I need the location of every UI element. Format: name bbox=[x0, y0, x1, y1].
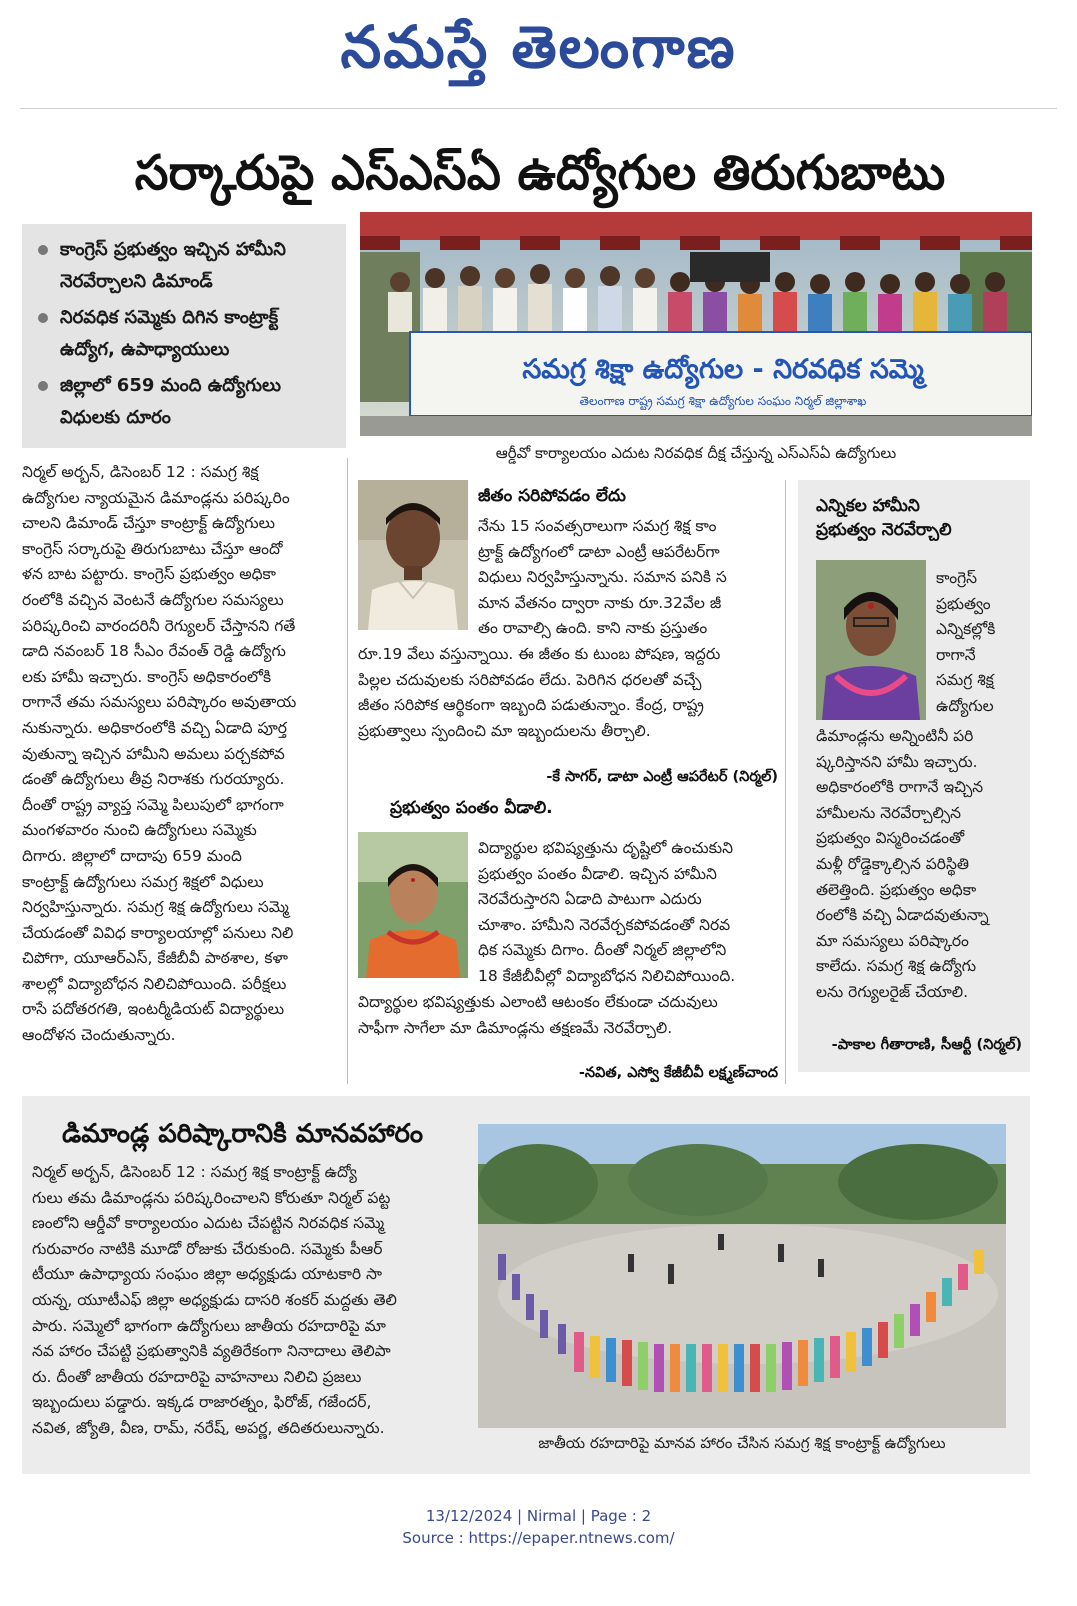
highlight-item: కాంగ్రెస్ ప్రభుత్వం ఇచ్చిన హామీని నెరవేర్చాలని డిమాండ్ bbox=[38, 234, 338, 298]
quote1-body-top: నేను 15 సంవత్సరాలుగా సమగ్ర శిక్ష కాం ట్రాక్ట్ ఉద్యోగంలో డాటా ఎంట్రీ ఆపరేటర్‌గా విధులు నిర్వహిస్తున్నాను. సమాన పనికి స మాన వేతనం ద్వారా నాకు రూ.32వేల జీ తం రావాల్సి ఉంది. కాని నాకు ప్రస్తుతం bbox=[478, 517, 727, 638]
sidebar-quote bbox=[798, 480, 1030, 1072]
bullet-icon bbox=[38, 245, 48, 255]
portrait-geetharani bbox=[816, 560, 926, 720]
second-article-body: నిర్మల్ అర్బన్, డిసెంబర్ 12 : సమగ్ర శిక్ష కాంట్రాక్ట్ ఉద్యో గులు తమ డిమాండ్లను పరిష్కరించాలని కోరుతూ నిర్మల్ పట్ట ణంలోని ఆర్డీవో కార్యాలయం ఎదుట చేపట్టిన నిరవధిక సమ్మె గురువారం నాటికి మూడో రోజుకు చేరుకుంది. సమ్మెకు పీఆర్ టీయూ ఉపాధ్యాయ సంఘం జిల్లా అధ్యక్షుడు యాటకారి సా యన్న, యూటీఎఫ్ జిల్లా అధ్యక్షుడు దాసరి శంకర్ మద్దతు తెలి పారు. సమ్మెలో భాగంగా ఉద్యోగులు జాతీయ రహదారిపై మా నవ హారం చేపట్టి ప్రభుత్వానికి వ్యతిరేకంగా నినాదాలు తెలిపా రు. దీంతో జాతీయ రహదారిపై వాహనాలు నిలిచి ప్రజలు ఇబ్బందులు పడ్డారు. ఇక్కడ రాజారత్నం, ఫిరోజ్, గజేందర్, నవిత, జ్యోతి, వీణ, రామ్, నరేష్, అపర్ణ, తదితరులున్నారు. bbox=[32, 1163, 397, 1437]
human-chain-photo bbox=[478, 1124, 1006, 1428]
portrait-illustration bbox=[816, 560, 926, 720]
highlight-item: జిల్లాలో 659 మంది ఉద్యోగులు విధులకు దూరం bbox=[38, 370, 338, 434]
portrait-illustration bbox=[358, 832, 468, 978]
protest-photo bbox=[360, 212, 1032, 436]
column-divider bbox=[785, 480, 786, 1084]
quote2-body-bottom: విద్యార్థుల భవిష్యత్తుకు ఎలాంటి ఆటంకం లేకుండా చదువులు సాఫీగా సాగేలా మా డిమాండ్లను తక్షణమే నెరవేర్చాలి. bbox=[358, 993, 718, 1037]
main-article-body: నిర్మల్ అర్బన్, డిసెంబర్ 12 : సమగ్ర శిక్ష ఉద్యోగుల న్యాయమైన డిమాండ్లను పరిష్కరిం చాలని డిమాండ్ చేస్తూ కాంట్రాక్ట్ ఉద్యోగులు కాంగ్రెస్ సర్కారుపై తిరుగుబాటు చేస్తూ ఆందో ళన బాట పట్టారు. కాంగ్రెస్ ప్రభుత్వం అధికా రంలోకి వచ్చిన వెంటనే ఉద్యోగుల సమస్యలు పరిష్కరించి వారందరినీ రెగ్యులర్ చేస్తానని గతే డాది నవంబర్ 18 సీఎం రేవంత్ రెడ్డి ఉద్యోగు లకు హామీ ఇచ్చారు. కాంగ్రెస్ అధికారంలోకి రాగానే తమ సమస్యలు పరిష్కారం అవుతాయ నుకున్నారు. అధికారంలోకి వచ్చి ఏడాది పూర్త వుతున్నా ఇచ్చిన హామీని అమలు పర్చకపోవ డంతో ఉద్యోగులు తీవ్ర నిరాశకు గురయ్యారు. దీంతో రాష్ట్ర వ్యాప్త సమ్మె పిలుపులో భాగంగా మంగళవారం నుంచి ఉద్యోగులు సమ్మెకు దిగారు. జిల్లాలో దాదాపు 659 మంది కాంట్రాక్ట్ ఉద్యోగులు సమగ్ర శిక్షలో విధులు నిర్వహిస్తున్నారు. సమగ్ర శిక్ష ఉద్యోగులు సమ్మె చేయడంతో వివిధ కార్యాలయాల్లో పనులు నిలి చిపోగా, యూఆర్ఎస్, కేజీబీవీ పాఠశాల, కళా శాలల్లో విద్యాబోధన నిలిచిపోయింది. పరీక్షలు రాసే పదోతరగతి, ఇంటర్మీడియట్ విద్యార్థులు ఆందోళన చెందుతున్నారు. bbox=[22, 463, 297, 1045]
quote2-body-top: విద్యార్థుల భవిష్యత్తును దృష్టిలో ఉంచుకుని ప్రభుత్వం పంతం వీడాలి. ఇచ్చిన హామీని నెరవేరుస్తారని ఏడాది పాటుగా ఎదురు చూశాం. హామీని నెరవేర్చకపోవడంతో నిరవ ధిక సమ్మెకు దిగాం. దీంతో నిర్మల్ జిల్లాలోని 18 కేజీబీవీల్లో విద్యాబోధన నిలిచిపోయింది. bbox=[478, 839, 736, 985]
banner-subtitle: తెలంగాణ రాష్ట్ర సమగ్ర శిక్షా ఉద్యోగుల సంఘం నిర్మల్ జిల్లాశాఖ bbox=[579, 394, 867, 408]
portrait-illustration bbox=[358, 480, 468, 630]
quote3-body: డిమాండ్లను అన్నింటినీ పరి ష్కరిస్తానని హామీ ఇచ్చారు. అధికారంలోకి రాగానే ఇచ్చిన హామీలను నెరవేర్చాల్సిన ప్రభుత్వం విస్మరించడంతో మళ్లీ రోడ్డెక్కాల్సిన పరిస్థితి తలెత్తింది. ప్రభుత్వం అధికా రంలోకి వచ్చి ఏడాదవుతున్నా మా సమస్యలు పరిష్కారం కాలేదు. సమగ్ర శిక్ష ఉద్యోగు లను రెగ్యులరైజ్ చేయాలి. bbox=[816, 727, 989, 1001]
quote1-title: జీతం సరిపోవడం లేదు bbox=[478, 486, 626, 506]
portrait-sagar bbox=[358, 480, 468, 630]
quote3-side-text: కాంగ్రెస్ ప్రభుత్వం ఎన్నికల్లోకి రాగానే సమగ్ర శిక్ష ఉద్యోగుల bbox=[936, 569, 996, 715]
protest-photo-caption: ఆర్డీవో కార్యాలయం ఎదుట నిరవధిక దీక్ష చేస్తున్న ఎస్ఎస్ఏ ఉద్యోగులు bbox=[495, 444, 897, 462]
footer-source[interactable]: Source : https://epaper.ntnews.com/ bbox=[402, 1529, 675, 1547]
highlight-item: నిరవధిక సమ్మెకు దిగిన కాంట్రాక్ట్ ఉద్యోగ, ఉపాధ్యాయులు bbox=[38, 302, 338, 366]
human-chain-caption: జాతీయ రహదారిపై మానవ హారం చేసిన సమగ్ర శిక్ష కాంట్రాక్ట్ ఉద్యోగులు bbox=[538, 1434, 946, 1452]
quote2-byline: -నవిత, ఎస్వో కేజీబీవీ లక్ష్మణ్‌చాంద bbox=[578, 1065, 778, 1081]
banner-title: సమగ్ర శిక్షా ఉద్యోగుల - నిరవధిక సమ్మె bbox=[522, 354, 924, 385]
article-headline: సర్కారుపై ఎస్ఎస్ఏ ఉద్యోగుల తిరుగుబాటు bbox=[134, 145, 946, 201]
newspaper-masthead: నమస్తే తెలంగాణ bbox=[340, 13, 737, 81]
quote2-title: ప్రభుత్వం పంతం వీడాలి. bbox=[390, 798, 553, 818]
second-article-title: డిమాండ్ల పరిష్కారానికి మానవహారం bbox=[62, 1119, 424, 1149]
portrait-navitha bbox=[358, 832, 468, 978]
footer-date-edition: 13/12/2024 | Nirmal | Page : 2 bbox=[425, 1507, 652, 1525]
quote1-body-bottom: రూ.19 వేలు వస్తున్నాయి. ఈ జీతం కు టుంబ పోషణ, ఇద్దరు పిల్లల చదువులకు సరిపోవడం లేదు. పెరిగిన ధరలతో వచ్చే జీతం సరిపోక ఆర్థికంగా ఇబ్బంది పడుతున్నాం. కేంద్ర, రాష్ట్ర ప్రభుత్వాలు స్పందించి మా ఇబ్బందులను తీర్చాలి. bbox=[358, 645, 721, 740]
human-chain-illustration bbox=[478, 1124, 1006, 1428]
bullet-icon bbox=[38, 381, 48, 391]
column-divider bbox=[347, 458, 348, 1084]
quote3-byline: -పాకాల గీతారాణి, సీఆర్టీ (నిర్మల్) bbox=[831, 1037, 1022, 1053]
quote3-title: ఎన్నికల హామీని ప్రభుత్వం నెరవేర్చాలి bbox=[816, 496, 952, 540]
second-article-block bbox=[22, 1096, 1030, 1474]
masthead-divider bbox=[20, 108, 1057, 109]
bullet-icon bbox=[38, 313, 48, 323]
quote1-byline: -కే సాగర్, డాటా ఎంట్రీ ఆపరేటర్ (నిర్మల్) bbox=[546, 769, 778, 785]
highlights-box bbox=[22, 224, 346, 448]
